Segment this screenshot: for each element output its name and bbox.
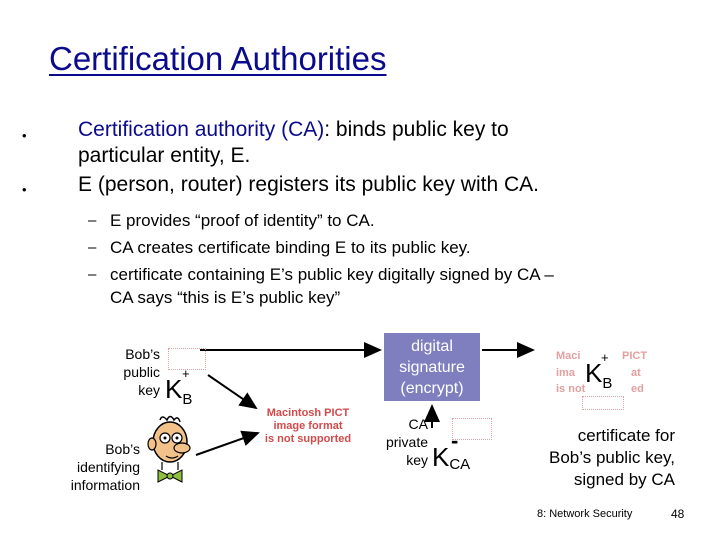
bullet-dot: • [22, 182, 27, 197]
bullet-dot: • [22, 128, 27, 143]
cert-kb-subscript: B [602, 375, 613, 392]
cert-pict-fragment: Maci [556, 350, 581, 362]
certificate-box [538, 341, 666, 421]
pict-line: is not supported [264, 433, 352, 445]
sub-bullet-dash: – [88, 266, 97, 283]
cert-kb-superscript: + [601, 350, 609, 365]
sig-line: digital [411, 337, 453, 355]
kca-superscript: - [451, 428, 459, 453]
caption-line: certificate for [577, 426, 675, 445]
bullet-1-line2: particular entity, E. [78, 144, 251, 167]
cert-pict-fragment: ed [631, 383, 644, 395]
bullet-1-rest: : binds public key to [324, 118, 509, 141]
ca-private-key-label [378, 415, 428, 469]
label-line: key [406, 452, 428, 468]
label-line: Bob’s [105, 441, 140, 457]
slide-title: Certification Authorities [49, 40, 387, 77]
sub-bullet-1: E provides “proof of identity” to CA. [110, 211, 375, 230]
label-line: Bob’s [125, 346, 160, 362]
cert-pict-fragment: is not [556, 383, 586, 395]
kca-letter: K [432, 442, 450, 472]
bob-identifying-label [60, 440, 140, 494]
caption-line: signed by CA [573, 470, 675, 489]
sub-bullet-3-line2: CA says “this is E’s public key” [110, 288, 341, 307]
sub-bullet-2: CA creates certificate binding E to its public key. [110, 238, 471, 257]
label-line: public [123, 364, 160, 380]
label-line: key [138, 382, 160, 398]
digital-signature-box [384, 333, 480, 401]
footer-text: 8: Network Security [537, 508, 633, 520]
arrow-key-to-image [208, 375, 256, 408]
kca-subscript: CA [449, 456, 471, 473]
kb-letter: K [165, 374, 183, 404]
sig-line: signature [399, 358, 465, 376]
sub-bullet-dash: – [88, 212, 97, 229]
label-line: identifying [76, 459, 140, 475]
caption-line: Bob’s public key, [549, 448, 675, 467]
cert-pict-fragment: ima [556, 367, 575, 379]
sig-line: (encrypt) [400, 379, 464, 397]
kb-subscript: B [182, 391, 193, 408]
label-line: information [70, 477, 140, 493]
pict-line: Macintosh PICT [266, 407, 350, 419]
label-line: private [385, 434, 428, 450]
label-line: CA [408, 416, 428, 432]
page-number: 48 [671, 507, 685, 521]
arrow-identity-to-image [196, 433, 258, 455]
certificate-caption [510, 425, 675, 491]
bob-public-key-label [110, 345, 160, 399]
bullet-2: E (person, router) registers its public key with CA. [78, 173, 539, 196]
cert-pict-fragment: at [631, 367, 641, 379]
bob-avatar [140, 412, 198, 500]
pict-placeholder [262, 407, 354, 446]
tiny-pict-placeholder [582, 396, 624, 410]
pict-line: image format [273, 420, 343, 432]
bullet-1-term: Certification authority (CA) [78, 118, 325, 141]
cert-pict-fragment: PICT [622, 350, 648, 362]
sub-bullet-3: certificate containing E’s public key digitally signed by CA – [110, 265, 554, 284]
kb-superscript: + [182, 366, 190, 381]
sub-bullet-dash: – [88, 239, 97, 256]
cert-kb-letter: K [585, 358, 603, 388]
